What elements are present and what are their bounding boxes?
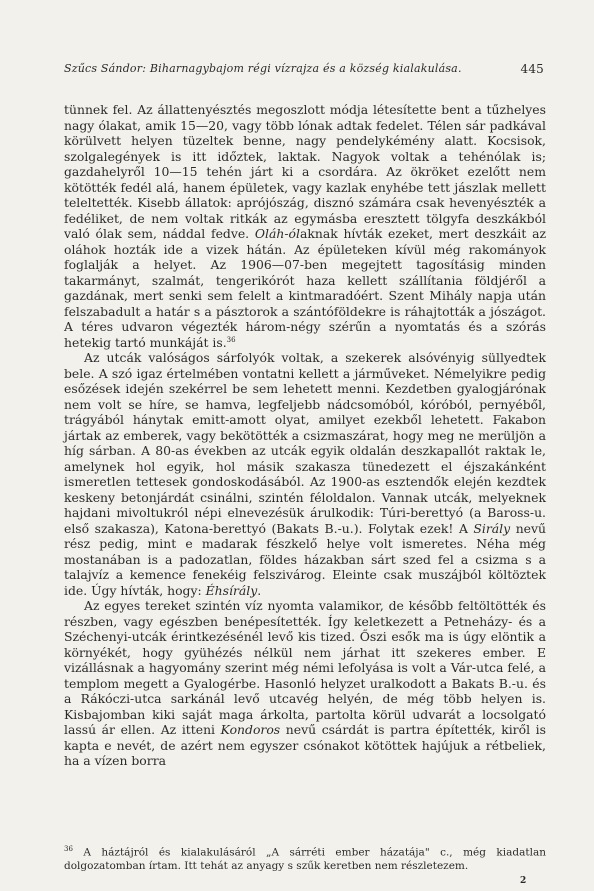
italic-term-olah-ol: Oláh-ól <box>254 226 300 241</box>
paragraph-3: Az egyes tereket szintén víz nyomta valamikor, de később feltöltötték és részben, vagy egészben benépesítették. Így keletkezett a Petneházy- és a Széchenyi-utcák érintkezésénél levő kis tized. Őszi esők ma is úgy elöntik a környékét, hogy gyühézés nélkül nem járhat itt szekeres ember. E vizállásnak a hagyomány szerint még némi lefolyása is volt a Vár-utca felé, a templom megett a Gyalogérbe. Hasonló helyzet uralkodott a Bakats B.-u. és a Rákóczi-utca sarkánál levő utcavég helyén, de még több helyen is. Kisbajomban kiki saját maga árkolta, partolta körül udvarát a locsolgató lassú ár ellen. Az itteni Kondoros nevű csárdát is partra építették, kiről is kapta e nevét, de azért nem egyszer csónakot kötöttek hajújuk a rétbeliek, ha a vízen borra <box>64 598 546 768</box>
italic-term-ehsiraly: Éhsírály <box>205 582 258 598</box>
footnote-text: A háztájról és kialakulásáról „A sárréti ember házatája" c., még kiadatlan dolgozatomban írtam. Itt tehát az anyagy s szűk keretben nem részletezem. <box>64 846 546 872</box>
paragraph-1: tünnek fel. Az állattenyésztés megoszlott módja létesítette bent a tűzhelyes nagy ólakat, amik 15—20, vagy több lónak adtak fedelet. Télen sár padkával körülvett helyen tüzeltek benne, nagy pendelykémény alatt. Kocsisok, szolgalegények is itt időztek, laktak. Nagyok voltak a tehénólak is; gazdahelyről 10—15 tehén járt ki a csordára. Az ökröket ezelőtt nem kötötték fedél alá, hanem épületek, vagy kazlak enyhébe tett jászlak mellett teleltették. Kisebb állatok: aprójószág, disznó számára csak hevenyészték a fedéliket, de nem voltak ritkák az egymásba eresztett tölgyfa deszkákból való ólak sem, náddal fedve. Oláh-ólaknak hívták ezeket, mert deszkáit az oláhok hozták ide a vizek hátán. Az épületeken kívül még rakományok foglalják a helyet. Az 1906—07-ben megejtett tagosításig minden takarmányt, szalmát, tengerikórót haza kellett szállítania földjéről a gazdának, mert senki sem felelt a kintmaradóért. Szent Mihály napja után felszabadult a határ s a pásztorok a szántóföldekre is ráhajtották a jószágot. A téres udvaron végezték három-négy szérűn a nyomtatás és a szórás hetekig tartó munkáját is.$^{36}$ <box>64 102 546 350</box>
page-number: 445 <box>520 62 544 76</box>
italic-term-siraly: Sirály <box>473 520 511 536</box>
paragraph-2: Az utcák valóságos sárfolyók voltak, a szekerek alsóvényig süllyedtek bele. A szó igaz értelmében vontatni kellett a járműveket. Némelyikre pedig esőzések idején szekérrel be sem lehetett menni. Kezdetben gyalogjárónak nem volt se híre, se hamva, legfeljebb nádcsomóból, kóróból, pernyéből, trágyából hánytak emitt-amott olyat, amilyet ezekből lehetett. Fakabon jártak az emberek, vagy bekötötték a csizmaszárat, hogy meg ne merüljön a híg sárban. A 80-as években az utcák egyik oldalán deszkapallót raktak le, amelynek hol egyik, hol másik szakasza tünedezett el éjszakánként ismeretlen tettesek gondoskodásából. Az 1900-as esztendők elején kezdtek keskeny betonjárdát csinálni, szintén féloldalon. Vannak utcák, melyeknek hajdani mivoltukról népi elnevezésük árulkodik: Túri-berettyó (a Baross-u. első szakasza), Katona-berettyó (Bakats B.-u.). Folytak ezek! A Sirály nevű rész pedig, mint e madarak fészkelő helye volt ismeretes. Néha még mostanában is a padozatlan, földes házakban sárt szed fel a csizma s a talajvíz a kemence fenekéig felszivárog. Eleinte csak muszájból költöztek ide. Úgy hívták, hogy: Éhsírály. <box>64 350 546 598</box>
running-header <box>64 62 544 75</box>
body-text <box>64 102 546 769</box>
footnote <box>64 843 546 873</box>
footnote-mark: 36 <box>64 845 73 853</box>
running-title: Szűcs Sándor: Biharnagybajom régi vízrajza és a község kialakulása. <box>64 62 462 75</box>
footnote-ref: 36 <box>226 335 236 344</box>
signature-mark: 2 <box>520 876 527 886</box>
italic-term-kondoros: Kondoros <box>220 722 281 737</box>
